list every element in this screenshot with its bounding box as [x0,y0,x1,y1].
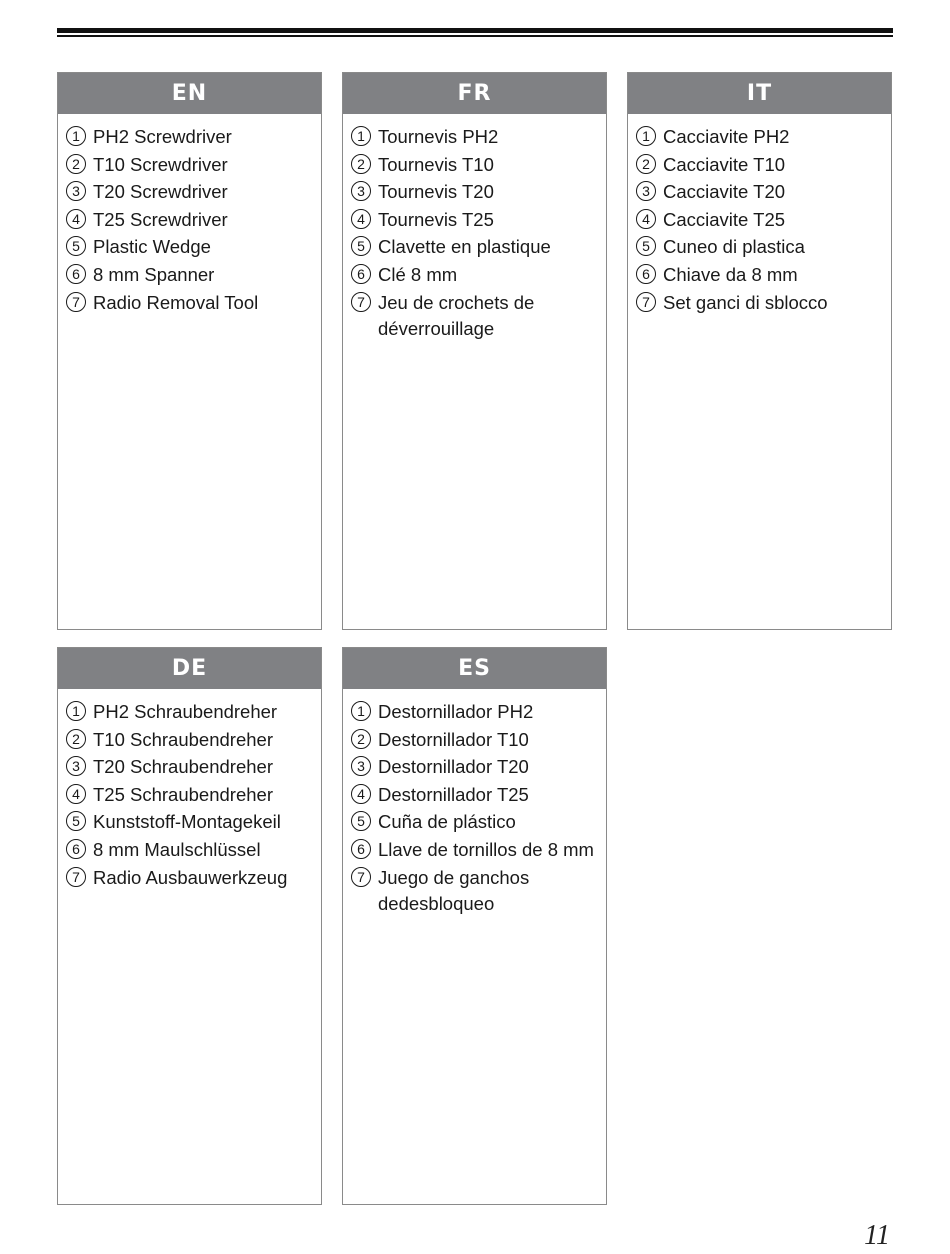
panel-it [627,72,892,630]
item-list-fr [343,114,606,342]
circled-number: 4 [351,784,371,804]
list-item [636,207,883,233]
list-item [636,262,883,288]
list-item [351,152,598,178]
circled-number: 1 [66,701,86,721]
item-text: Set ganci di sblocco [663,291,828,313]
item-text: Chiave da 8 mm [663,263,798,285]
list-item [351,865,598,917]
list-item [66,179,313,205]
item-text: 8 mm Maulschlüssel [93,838,261,860]
item-text: T10 Schraubendreher [93,728,273,750]
circled-number: 4 [351,209,371,229]
circled-number: 2 [636,154,656,174]
item-text: Cacciavite T25 [663,208,786,230]
circled-number: 1 [351,701,371,721]
circled-number: 5 [66,236,86,256]
circled-number: 6 [66,839,86,859]
list-item [636,290,883,316]
list-item [66,124,313,150]
circled-number: 5 [351,236,371,256]
circled-number: 7 [66,867,86,887]
list-item [351,207,598,233]
circled-number: 2 [66,729,86,749]
circled-number: 1 [66,126,86,146]
item-text: PH2 Schraubendreher [93,701,278,722]
list-item [636,179,883,205]
list-item [351,782,598,808]
item-text: Tournevis T10 [378,153,494,175]
panel-de [57,647,322,1205]
item-text: Radio Ausbauwerkzeug [93,866,288,888]
item-text: T20 Screwdriver [93,181,228,203]
list-item [351,699,598,725]
circled-number: 1 [351,126,371,146]
list-item [351,179,598,205]
list-item [351,234,598,260]
item-text: 8 mm Spanner [93,263,215,285]
circled-number: 5 [351,811,371,831]
item-text: Tournevis PH2 [378,126,499,147]
list-item [66,727,313,753]
panel-en [57,72,322,630]
circled-number: 2 [351,154,371,174]
list-item [351,124,598,150]
item-text: Clavette en plastique [378,236,551,258]
circled-number: 7 [351,292,371,312]
item-text: Cacciavite T20 [663,181,786,203]
panel-header-en: EN [58,73,321,114]
circled-number: 6 [66,264,86,284]
circled-number: 7 [351,867,371,887]
item-text: Plastic Wedge [93,236,211,258]
list-item [636,152,883,178]
item-text: Cacciavite T10 [663,153,786,175]
list-item [351,262,598,288]
item-text: Jeu de crochets de déverrouillage [378,291,535,339]
item-text: Destornillador PH2 [378,701,534,722]
circled-number: 5 [66,811,86,831]
circled-number: 5 [636,236,656,256]
circled-number: 4 [66,209,86,229]
item-text: PH2 Screwdriver [93,126,232,147]
item-text: Juego de ganchos dedesbloqueo [378,866,530,914]
circled-number: 4 [66,784,86,804]
item-text: Cuneo di plastica [663,236,805,258]
circled-number: 6 [351,839,371,859]
panel-header-it: IT [628,73,891,114]
item-list-de [58,689,321,891]
item-list-en [58,114,321,316]
item-text: Cacciavite PH2 [663,126,790,147]
circled-number: 3 [66,756,86,776]
item-text: Destornillador T20 [378,756,529,778]
panel-header-de: DE [58,648,321,689]
circled-number: 1 [636,126,656,146]
list-item [351,727,598,753]
list-item [66,234,313,260]
list-item [66,809,313,835]
list-item [66,782,313,808]
circled-number: 3 [351,181,371,201]
item-text: T20 Schraubendreher [93,756,273,778]
list-item [66,262,313,288]
circled-number: 3 [66,181,86,201]
list-item [66,152,313,178]
item-list-es [343,689,606,917]
panel-header-es: ES [343,648,606,689]
circled-number: 3 [636,181,656,201]
list-item [351,290,598,342]
list-item [66,865,313,891]
item-text: Destornillador T10 [378,728,529,750]
list-item [66,837,313,863]
list-item [351,809,598,835]
list-item [66,754,313,780]
circled-number: 2 [351,729,371,749]
circled-number: 6 [351,264,371,284]
item-text: Clé 8 mm [378,263,458,285]
panel-es [342,647,607,1205]
list-item [66,207,313,233]
item-text: Llave de tornillos de 8 mm [378,838,594,860]
top-rule-thick [57,28,893,33]
item-text: Tournevis T20 [378,181,494,203]
item-text: T25 Screwdriver [93,208,228,230]
list-item [66,290,313,316]
circled-number: 3 [351,756,371,776]
list-item [636,234,883,260]
list-item [66,699,313,725]
circled-number: 7 [636,292,656,312]
list-item [636,124,883,150]
circled-number: 7 [66,292,86,312]
list-item [351,837,598,863]
panel-fr [342,72,607,630]
top-rule-thin [57,35,893,37]
circled-number: 6 [636,264,656,284]
item-text: Cuña de plástico [378,811,516,833]
item-list-it [628,114,891,316]
list-item [351,754,598,780]
item-text: Destornillador T25 [378,783,529,805]
item-text: Kunststoff-Montagekeil [93,811,281,833]
item-text: T25 Schraubendreher [93,783,273,805]
page-number: 11 [864,1220,890,1251]
item-text: Radio Removal Tool [93,291,259,313]
item-text: Tournevis T25 [378,208,494,230]
panel-header-fr: FR [343,73,606,114]
item-text: T10 Screwdriver [93,153,228,175]
circled-number: 2 [66,154,86,174]
circled-number: 4 [636,209,656,229]
